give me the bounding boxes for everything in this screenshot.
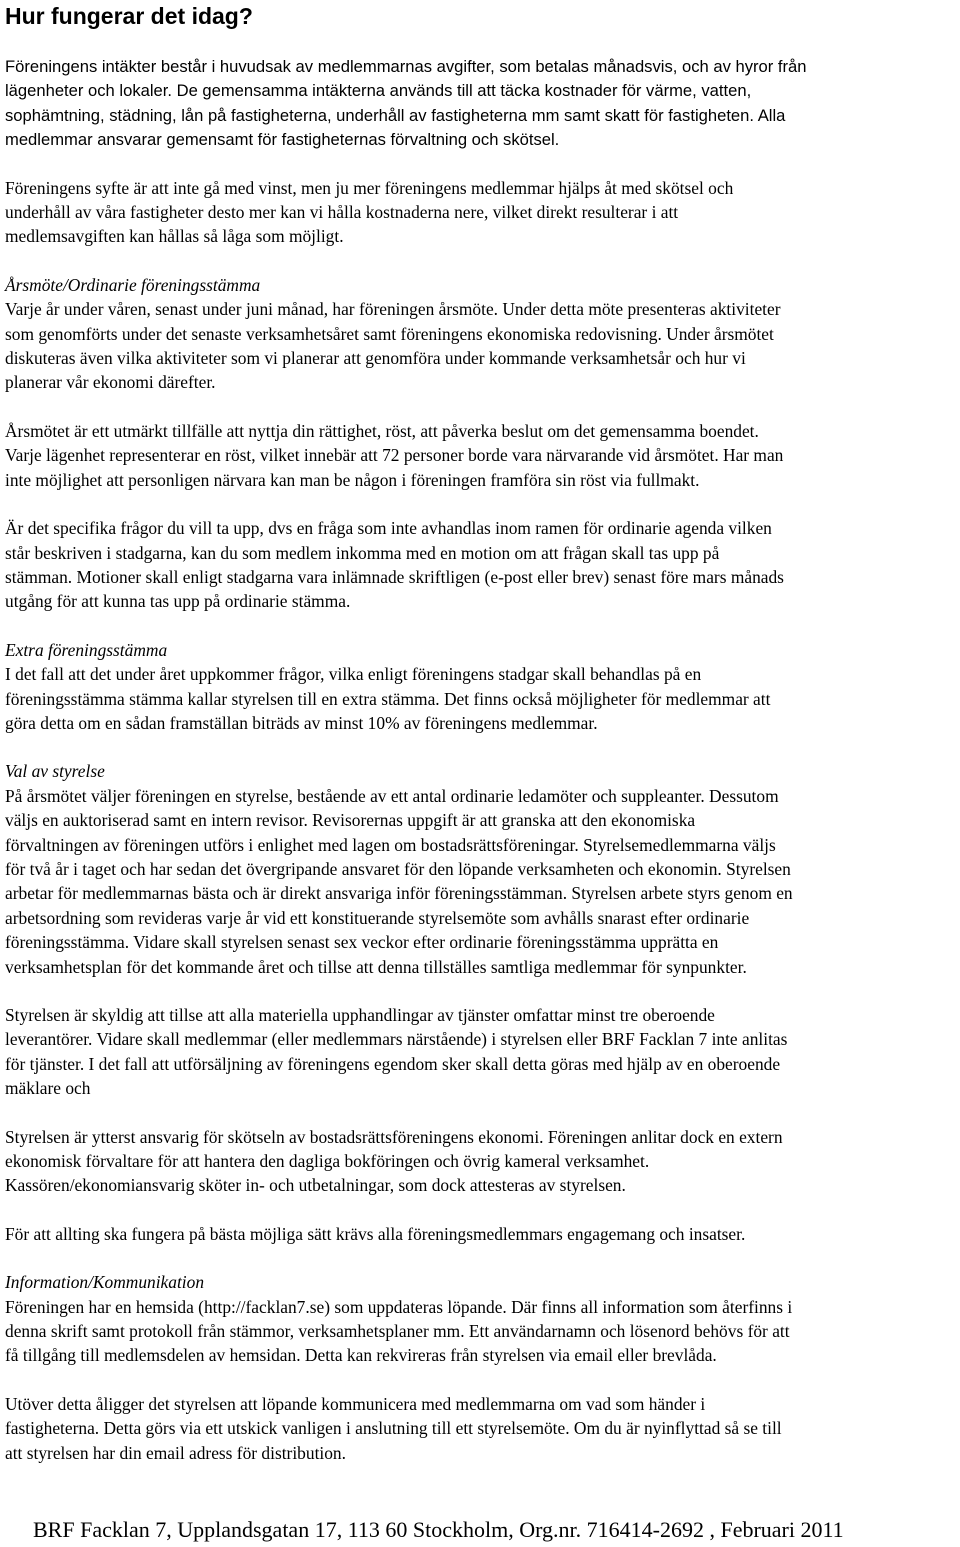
paragraph-line: medlemsavgiften kan hållas så låga som möjligt. [5,226,344,247]
board-section [5,759,957,979]
section-heading: Information/Kommunikation [5,1272,205,1293]
paragraph-line: lägenheter och lokaler. De gemensamma intäkterna används till att täcka kostnader för värme, vatten, [5,81,752,101]
paragraph-line: Varje år under våren, senast under juni månad, har föreningen årsmöte. Under detta möte presenteras aktiviteter [5,299,781,320]
board-procurement-paragraph [5,1003,957,1101]
paragraph-line: diskuteras även vilka aktiviteter som vi planerar att genomföra under kommande verksamhetsår och hur vi [5,348,746,369]
information-section [5,1270,957,1368]
paragraph-line: medlemmar ansvarar gemensamt för fastigheternas förvaltning och skötsel. [5,130,560,150]
paragraph-line: För att allting ska fungera på bästa möjliga sätt krävs alla föreningsmedlemmars engagemang och insatser. [5,1223,746,1244]
paragraph-line: Styrelsen är ytterst ansvarig för skötseln av bostadsrättsföreningens ekonomi. Föreningen anlitar dock en extern [5,1126,783,1147]
paragraph-line: föreningsstämma. Vidare skall styrelsen senast sex veckor efter ordinarie föreningsstämma upprätta en [5,932,719,953]
paragraph-line: väljs en auktoriserad samt en intern revisor. Revisorernas uppgift är att granska att den ekonomiska [5,810,696,831]
paragraph-line: Varje lägenhet representerar en röst, vilket innebär att 72 personer borde vara närvarande vid årsmötet. Har man [5,445,784,466]
section-heading: Extra föreningsstämma [5,639,168,660]
document-page [5,0,957,1465]
paragraph-line: På årsmötet väljer föreningen en styrelse, bestående av ett antal ordinarie ledamöter och suppleanter. Dessutom [5,785,779,806]
annual-meeting-section [5,273,957,395]
paragraph-line: för två år i taget och har sedan det övergripande ansvaret för den löpande verksamheten och ekonomin. Styrelsen [5,858,791,879]
section-heading: Årsmöte/Ordinarie föreningsstämma [5,274,261,295]
paragraph-line: I det fall att det under året uppkommer frågor, vilka enligt föreningens stadgar skall behandlas på en [5,664,702,685]
paragraph-line: sophämtning, städning, lån på fastigheterna, underhåll av fastigheterna mm samt skatt för fastigheten. Alla [5,105,786,125]
paragraph-line: leverantörer. Vidare skall medlemmar (eller medlemmars närstående) i styrelsen eller BRF Facklan 7 inte anlitas [5,1029,788,1050]
paragraph-line: fastigheterna. Detta görs via ett utskick vanligen i anslutning till ett styrelsemöte. Om du är nyinflyttad så se till [5,1418,782,1439]
paragraph-line: Årsmötet är ett utmärkt tillfälle att nyttja din rättighet, röst, att påverka beslut om det gemensamma boendet. [5,420,759,441]
annual-meeting-voting-paragraph [5,419,957,492]
purpose-paragraph [5,176,957,249]
paragraph-line: denna skrift samt protokoll från stämmor, verksamhetsplaner mm. Ett användarnamn och lösenord behövs för att [5,1321,790,1342]
paragraph-line: stämman. Motioner skall enligt stadgarna vara inlämnade skriftligen (e-post eller brev) senast före mars månads [5,566,784,587]
paragraph-line: Kassören/ekonomiansvarig sköter in- och utbetalningar, som dock attesteras av styrelsen. [5,1175,626,1196]
paragraph-line: planerar vår ekonomi därefter. [5,372,216,393]
paragraph-line: Styrelsen är skyldig att tillse att alla materiella upphandlingar av tjänster omfattar minst tre oberoende [5,1005,715,1025]
extra-meeting-section [5,638,957,736]
paragraph-line: inte möjlighet att personligen närvara kan man be någon i föreningen framföra sin röst via fullmakt. [5,469,700,490]
paragraph-line: utgång för att kunna tas upp på ordinarie stämma. [5,591,351,612]
paragraph-line: står beskriven i stadgarna, kan du som medlem inkomma med en motion om att frågan skall tas upp på [5,542,720,563]
paragraph-line: Utöver detta åligger det styrelsen att löpande kommunicera med medlemmarna om vad som händer i [5,1393,706,1414]
annual-meeting-motion-paragraph [5,516,957,614]
page-title: Hur fungerar det idag? [5,3,253,29]
paragraph-line: Föreningen har en hemsida (http://facklan7.se) som uppdateras löpande. Där finns all information som återfinns i [5,1296,793,1317]
paragraph-line: att styrelsen har din email adress för distribution. [5,1442,346,1463]
information-distribution-paragraph [5,1392,957,1465]
paragraph-line: förvaltningen av föreningen utförs i enlighet med lagen om bostadsrättsföreningar. Styrelsemedlemmarna väljs [5,834,776,855]
paragraph-line: ekonomisk förvaltare för att hantera den dagliga bokföringen och övrig kameral verksamhet. [5,1151,650,1172]
paragraph-line: som genomförts under det senaste verksamhetsåret samt föreningens ekonomiska redovisning. Under årsmötet [5,323,774,344]
paragraph-line: Föreningens intäkter består i huvudsak av medlemmarnas avgifter, som betalas månadsvis, och av hyror från [5,57,807,76]
intro-paragraph [5,55,957,153]
board-economy-paragraph [5,1125,957,1198]
board-engagement-paragraph [5,1222,957,1246]
paragraph-line: få tillgång till medlemsdelen av hemsidan. Detta kan rekvireras från styrelsen via email eller brevlåda. [5,1345,717,1366]
paragraph-line: Föreningens syfte är att inte gå med vinst, men ju mer föreningens medlemmar hjälps åt med skötsel och [5,177,734,198]
page-footer: BRF Facklan 7, Upplandsgatan 17, 113 60 Stockholm, Org.nr. 716414-2692 , Februari 2011 [33,1517,844,1542]
paragraph-line: arbetar för medlemmarnas bästa och är direkt ansvariga inför föreningsstämman. Styrelsen arbete styrs genom en [5,883,793,904]
paragraph-line: verksamhetsplan för det kommande året och tillse att denna tillställes samtliga medlemmar för synpunkter. [5,956,747,977]
paragraph-line: underhåll av våra fastigheter desto mer kan vi hålla kostnaderna nere, vilket direkt resulterar i att [5,202,679,223]
paragraph-line: föreningsstämma stämma kallar styrelsen till en extra stämma. Det finns också möjligheter för medlemmar att [5,688,771,709]
section-heading: Val av styrelse [5,761,105,782]
paragraph-line: arbetsordning som revideras varje år vid ett konstituerande styrelsemöte som avhålls snarast efter ordinarie [5,907,750,928]
paragraph-line: Är det specifika frågor du vill ta upp, dvs en fråga som inte avhandlas inom ramen för ordinarie agenda vilken [5,518,772,539]
paragraph-line: mäklare och [5,1078,91,1099]
paragraph-line: för tjänster. I det fall att utförsäljning av föreningens egendom sker skall detta göras med hjälp av en oberoende [5,1053,781,1074]
paragraph-line: göra detta om en sådan framställan biträds av minst 10% av föreningens medlemmar. [5,712,598,733]
